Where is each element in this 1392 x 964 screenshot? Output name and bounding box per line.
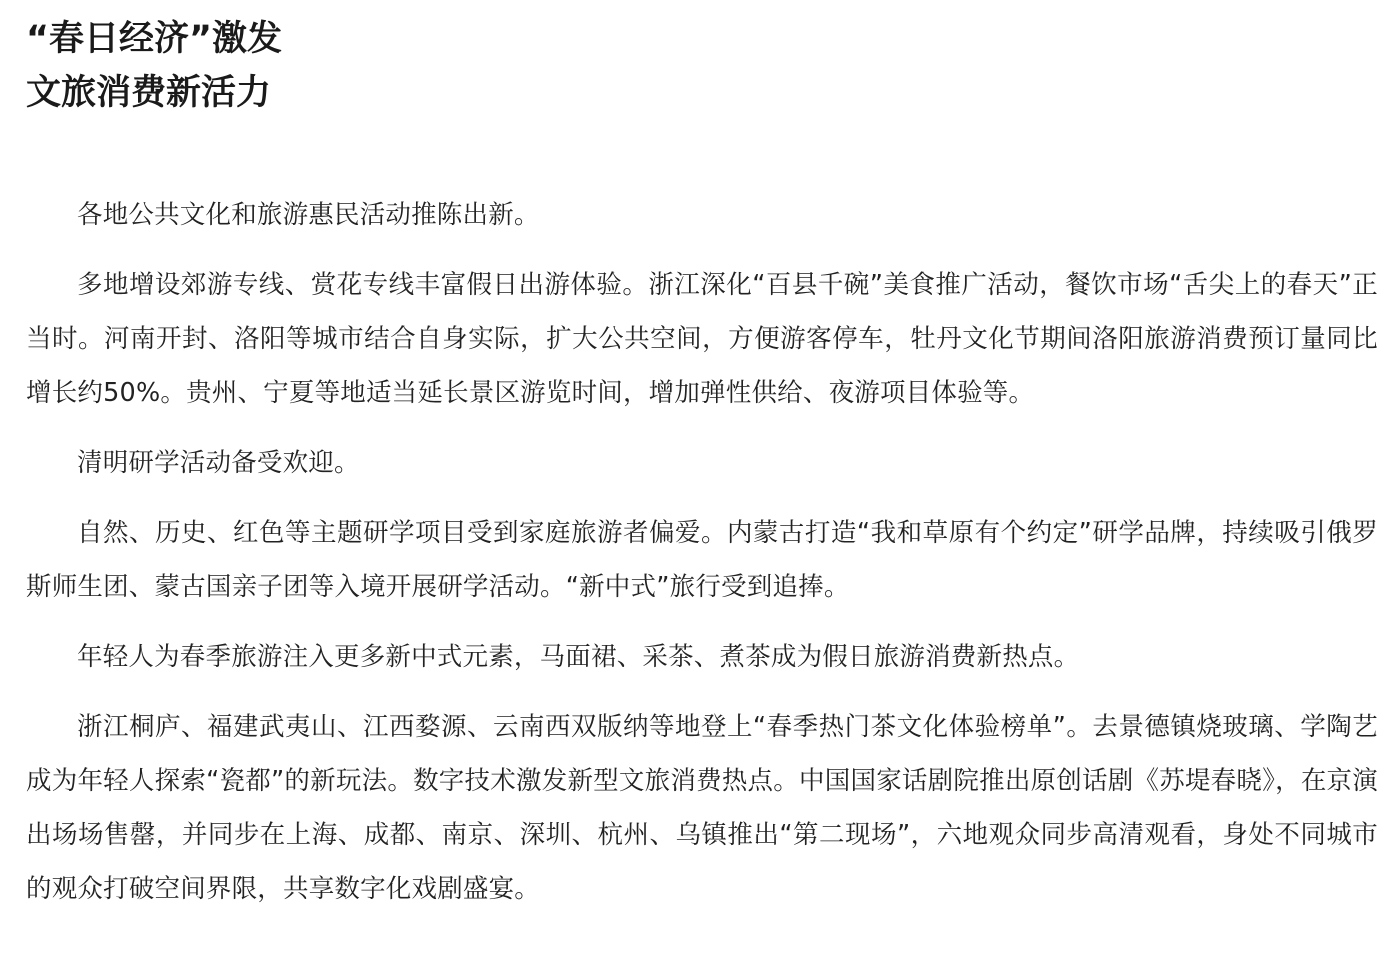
paragraph-3: 清明研学活动备受欢迎。 bbox=[77, 448, 360, 478]
article-body bbox=[26, 188, 1378, 916]
paragraph-2: 多地增设郊游专线、赏花专线丰富假日出游体验。浙江深化“百县千碗”美食推广活动，餐饮市场“舌尖上的春天”正当时。河南开封、洛阳等城市结合自身实际，扩大公共空间，方便游客停车，牡丹文化节期间洛阳旅游消费预订量同比增长约50%。贵州、宁夏等地适当延长景区游览时间，增加弹性供给、夜游项目体验等。 bbox=[26, 270, 1378, 408]
article-headline bbox=[26, 12, 1378, 120]
headline-line-1: “春日经济”激发 bbox=[26, 19, 283, 59]
headline-line-2: 文旅消费新活力 bbox=[26, 73, 272, 113]
paragraph-1: 各地公共文化和旅游惠民活动推陈出新。 bbox=[77, 200, 540, 230]
paragraph-5: 年轻人为春季旅游注入更多新中式元素，马面裙、采茶、煮茶成为假日旅游消费新热点。 bbox=[77, 642, 1080, 672]
paragraph-6: 浙江桐庐、福建武夷山、江西婺源、云南西双版纳等地登上“春季热门茶文化体验榜单”。去景德镇烧玻璃、学陶艺成为年轻人探索“瓷都”的新玩法。数字技术激发新型文旅消费热点。中国国家话剧院推出原创话剧《苏堤春晓》，在京演出场场售罄，并同步在上海、成都、南京、深圳、杭州、乌镇推出“第二现场”，六地观众同步高清观看，身处不同城市的观众打破空间界限，共享数字化戏剧盛宴。 bbox=[26, 712, 1378, 904]
article bbox=[26, 12, 1378, 932]
paragraph-4: 自然、历史、红色等主题研学项目受到家庭旅游者偏爱。内蒙古打造“我和草原有个约定”研学品牌，持续吸引俄罗斯师生团、蒙古国亲子团等入境开展研学活动。“新中式”旅行受到追捧。 bbox=[26, 518, 1378, 602]
